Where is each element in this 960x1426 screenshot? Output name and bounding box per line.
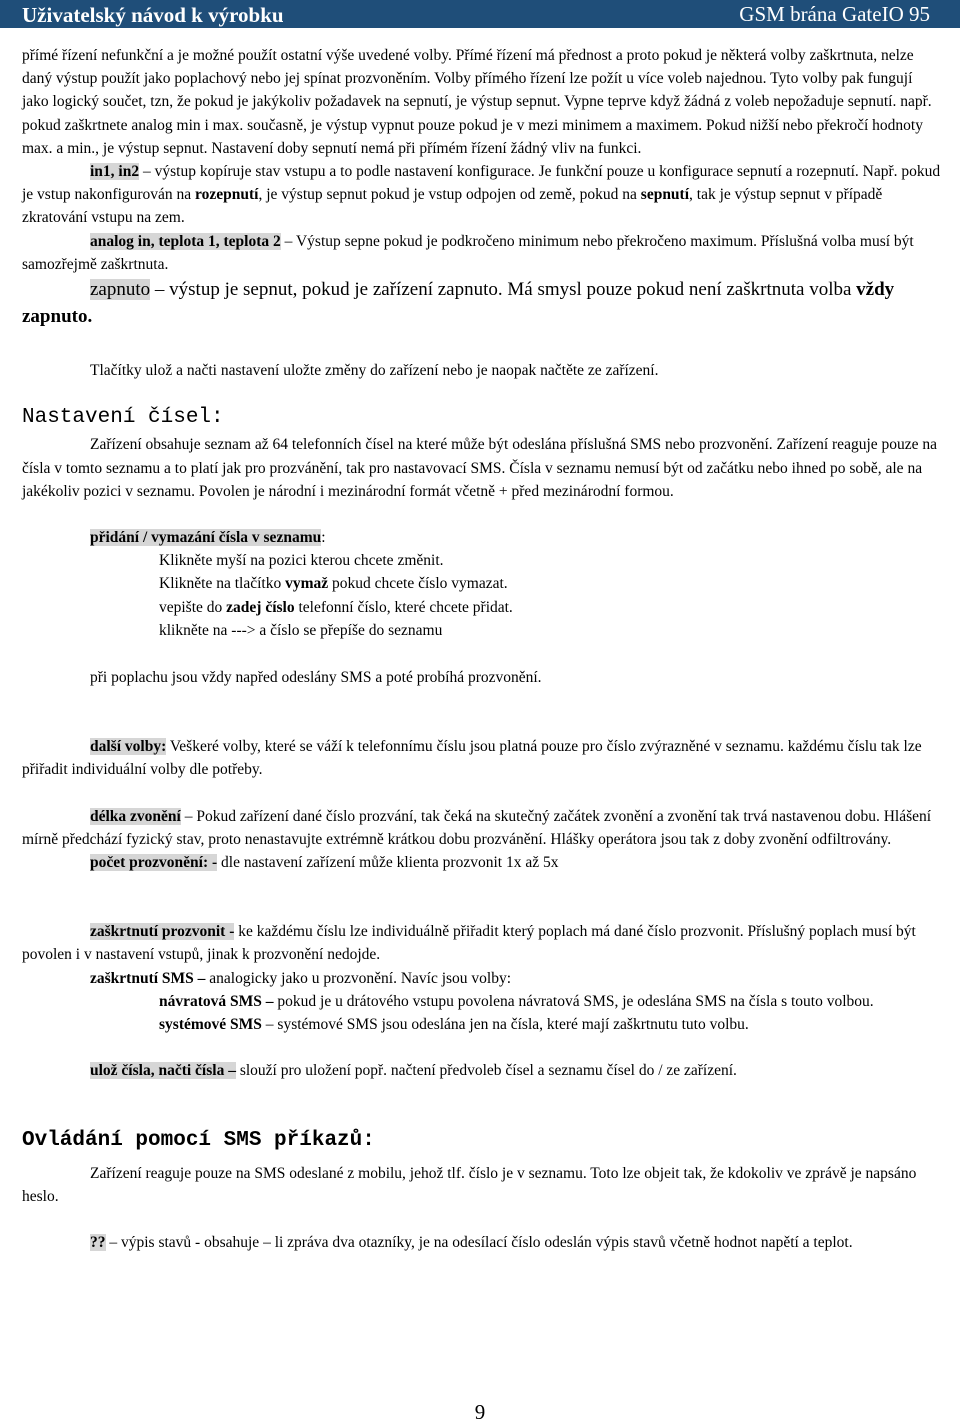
term-pocet-prozvoneni: počet prozvonění: - <box>90 854 218 872</box>
paragraph-direct-control: přímé řízení nefunkční a je možné použít ostatní výše uvedené volby. Přímé řízení má přednost a proto pokud je některá volby zaškrtnuta, nelze daný výstup použít jako poplachový nebo jej spínat prozvoněním. Volby přímého řízení lze požít u více voleb najednou. Tyto volby pak fungují jako logický součet, tzn, že pokud je jakýkoliv požadavek na sepnutí, je výstup sepnut. Vypne teprve když žádná z voleb nepožaduje sepnutí. např. pokud zaškrtnete analog min i max. současně, je výstup vypnut pouze pokud je v mezi minimem a maximem. Pokud nižší nebo překročí hodnoty max. a min., je výstup sepnut. Nastavení doby sepnutí nemá při přímém řízení žádný vliv na funkci. <box>22 47 932 157</box>
paragraph-numbers: Zařízení obsahuje seznam až 64 telefonních čísel na které může být odeslána příslušná SMS nebo prozvonění. Zařízení reaguje pouze na čísla v tomto seznamu a to platí jak pro prozvánění, tak pro nastavovací SMS. Čísla v seznamu nemusí být od začátku nebo ihned po sobě, ale na jakékoliv pozici v seznamu. Povolen je národní i mezinárodní formát včetně + před mezinárodní formou. <box>22 436 938 500</box>
paragraph-in1-in2: in1, in2 – výstup kopíruje stav vstupu a to podle nastavení konfigurace. Je funkční pouze u konfigurace sepnutí a rozepnutí. Např. pokud je vstup nakonfigurován na rozepnutí, je výstup sepnut pokud je vstup odpojen od země, pokud na sepnutí, tak je výstup sepnut v případě zkratování vstupu na zem. <box>22 163 941 227</box>
paragraph-sms: Zařízení reaguje pouze na SMS odeslané z mobilu, jehož tlf. číslo je v seznamu. Toto lze objeit tak, že kdokoliv ve zprávě je napsáno heslo. <box>22 1164 917 1205</box>
product-name: GSM brána GateIO 95 <box>739 2 930 26</box>
term-analog: analog in, teplota 1, teplota 2 <box>90 232 281 250</box>
steps-list <box>22 549 942 642</box>
paragraph-pocet-prozvoneni: počet prozvonění: - dle nastavení zařízení může klienta prozvonit 1x až 5x <box>90 854 559 872</box>
list-item: • Klikněte myší na pozici kterou chcete změnit. <box>22 549 942 572</box>
paragraph-zaskrtnuti-prozvonit: zaškrtnutí prozvonit - ke každému číslu lze individuálně přiřadit který poplach má dané číslo prozvonit. Příslušný poplach musí být povolen i v nastavení vstupů, jinak k prozvonění nedojde. <box>22 923 916 964</box>
term-add-remove: přidání / vymazání čísla v seznamu <box>90 529 322 547</box>
paragraph-vypis-stavu: ?? – výpis stavů - obsahuje – li zpráva dva otazníky, je na odesílací číslo odeslán výpis stavů včetně hodnot napětí a teplot. <box>90 1234 853 1252</box>
paragraph-analog: analog in, teplota 1, teplota 2 – Výstup sepne pokud je podkročeno minimum nebo překročeno maximum. Příslušná volba musí být samozřejmě zaškrtnuta. <box>22 232 914 273</box>
term-uloz-cisla: ulož čísla, načti čísla – <box>90 1062 236 1080</box>
list-item: • Klikněte na tlačítko vymaž pokud chcete číslo vymazat. <box>22 572 942 595</box>
page-header <box>0 0 960 28</box>
term-zapnuto: zapnuto <box>90 279 151 301</box>
heading-nastaveni-cisel: Nastavení čísel: <box>22 406 224 430</box>
list-item: • vepište do zadej číslo telefonní číslo, které chcete přidat. <box>22 596 942 619</box>
paragraph-zaskrtnuti-sms: zaškrtnutí SMS – analogicky jako u prozvonění. Navíc jsou volby: <box>90 969 512 987</box>
list-item: • systémové SMS – systémové SMS jsou odeslána jen na čísla, které mají zaškrtnutu tuto volbu. <box>22 1013 942 1036</box>
term-vypis-stavu: ?? <box>90 1234 106 1252</box>
paragraph-delka-zvoneni: délka zvonění – Pokud zařízení dané číslo prozvání, tak čeká na skutečný začátek zvonění a zvonění tak trvá nastavenou dobu. Hlášení mírně předchází fyzický stav, proto nenastavujte extrémně krátkou dobu prozvánění. Hlášky operátora jsou tak z doby zvonění odfiltrovány. <box>22 807 932 848</box>
paragraph-dalsi-volby: další volby: Veškeré volby, které se váží k telefonnímu číslu jsou platná pouze pro číslo zvýrazněné v seznamu. každému číslu tak lze přiřadit individuální volby dle potřeby. <box>22 738 922 779</box>
term-zaskrtnuti-sms: zaškrtnutí SMS – <box>90 969 206 987</box>
doc-title: Uživatelský návod k výrobku <box>22 3 284 27</box>
list-item: • při poplachu jsou vždy napřed odeslány SMS a poté probíhá prozvonění. <box>22 666 942 689</box>
list-item: • Tlačítky ulož a načti nastavení uložte změny do zařízení nebo je naopak načtěte ze zařízení. <box>22 359 942 382</box>
paragraph-uloz-cisla: ulož čísla, načti čísla – slouží pro uložení popř. načtení předvoleb čísel a seznamu čísel do / ze zařízení. <box>90 1062 737 1080</box>
page-number: 9 <box>474 1400 486 1424</box>
term-delka-zvoneni: délka zvonění <box>90 807 181 825</box>
heading-sms-ovladani: Ovládání pomocí SMS příkazů: <box>22 1128 375 1152</box>
save-list <box>22 359 942 382</box>
paragraph-add-remove: přidání / vymazání čísla v seznamu: <box>90 529 326 547</box>
list-item: • návratová SMS – pokud je u drátového vstupu povolena návratová SMS, je odeslána SMS na čísla s touto volbou. <box>22 990 942 1013</box>
term-zaskrtnuti-prozvonit: zaškrtnutí prozvonit - <box>90 923 235 941</box>
term-in1-in2: in1, in2 <box>90 163 140 181</box>
alarm-list <box>22 666 942 689</box>
page-content <box>22 44 942 1254</box>
term-dalsi-volby: další volby: <box>90 738 167 756</box>
paragraph-zapnuto: zapnuto – výstup je sepnut, pokud je zařízení zapnuto. Má smysl pouze pokud není zaškrtnuta volba vždy zapnuto. <box>22 279 895 328</box>
list-item: • klikněte na ---> a číslo se přepíše do seznamu <box>22 619 942 642</box>
sms-options-list <box>22 990 942 1036</box>
